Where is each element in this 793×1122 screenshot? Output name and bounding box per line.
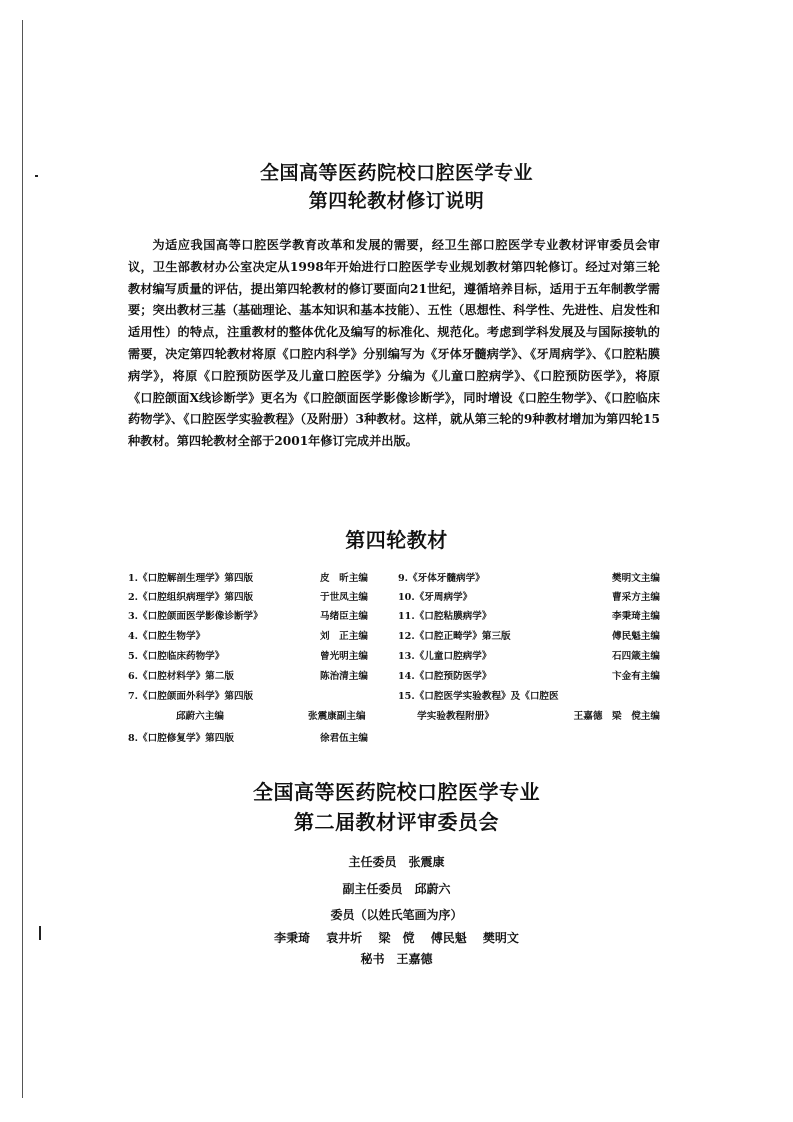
book-editor: 马绪臣主编 (320, 611, 368, 622)
book-title: 12.《口腔正畸学》第三版 (398, 631, 511, 642)
book-row (128, 589, 660, 607)
page-title-line1: 全国高等医药院校口腔医学专业 (259, 162, 533, 184)
book-row (128, 730, 660, 748)
book-title: 2.《口腔组织病理学》第四版 (128, 592, 254, 603)
book-row (128, 628, 660, 646)
book-editor: 于世凤主编 (320, 592, 368, 603)
book-row (128, 608, 660, 626)
committee-member: 傅民魁 (430, 931, 467, 945)
committee-member: 袁井圻 (326, 931, 363, 945)
book-editor: 张震康副主编 (308, 711, 366, 722)
book-title: 8.《口腔修复学》第四版 (128, 733, 234, 744)
book-editor: 樊明文主编 (612, 573, 660, 584)
book-title: 11.《口腔粘膜病学》 (398, 611, 492, 622)
book-title: 学实验教程附册》 (398, 711, 494, 722)
book-title: 7.《口腔颌面外科学》第四版 (128, 691, 254, 702)
book-title: 5.《口腔临床药物学》 (128, 651, 225, 662)
book-row (128, 570, 660, 588)
book-title: 9.《牙体牙髓病学》 (398, 573, 485, 584)
book-editor: 石四箴主编 (612, 651, 660, 662)
committee-secretary: 秘书 王嘉德 (360, 952, 433, 966)
committee-members-title: 委员（以姓氏笔画为序） (330, 908, 463, 922)
book-row (128, 648, 660, 666)
book-title: 邱蔚六主编 (128, 711, 224, 722)
intro-paragraph: 为适应我国高等口腔医学教育改革和发展的需要，经卫生部口腔医学专业教材评审委员会审议，卫生部教材办公室决定从1998年开始进行口腔医学专业规划教材第四轮修订。经过对第三轮教材编写质量的评估，提出第四轮教材的修订要面向21世纪，遵循培养目标，适用于五年制教学需要；突出教材三基（基础理论、基本知识和基本技能）、五性（思想性、科学性、先进性、启发性和适用性）的特点，注重教材的整体优化及编写的标准化、规范化。考虑到学科发展及与国际接轨的需要，决定第四轮教材将原《口腔内科学》分别编写为《牙体牙髓病学》、《牙周病学》、《口腔粘膜病学》，将原《口腔预防医学及儿童口腔医学》分编为《儿童口腔病学》、《口腔预防医学》，将原《口腔颌面X线诊断学》更名为《口腔颌面医学影像诊断学》，同时增设《口腔生物学》、《口腔临床药物学》、《口腔医学实验教程》（及附册）3种教材。这样，就从第三轮的9种教材增加为第四轮15种教材。第四轮教材全部于2001年修订完成并出版。 (128, 238, 660, 449)
book-editor: 卞金有主编 (612, 671, 660, 682)
book-title: 10.《牙周病学》 (398, 592, 473, 603)
committee-title-line2: 第二届教材评审委员会 (294, 810, 499, 834)
book-row (128, 708, 660, 726)
book-title: 6.《口腔材料学》第二版 (128, 671, 234, 682)
book-title: 1.《口腔解剖生理学》第四版 (128, 573, 254, 584)
book-title: 3.《口腔颌面医学影像诊断学》 (128, 611, 263, 622)
book-title: 15.《口腔医学实验教程》及《口腔医 (398, 691, 559, 702)
book-editor: 皮 昕主编 (320, 573, 368, 584)
book-editor: 徐君伍主编 (320, 733, 368, 744)
book-title: 4.《口腔生物学》 (128, 631, 206, 642)
committee-vice-chair: 副主任委员 邱蔚六 (342, 882, 451, 896)
book-editor: 王嘉德 梁 傥主编 (573, 711, 660, 722)
book-row (128, 668, 660, 686)
book-row (128, 688, 660, 706)
book-title: 14.《口腔预防医学》 (398, 671, 492, 682)
book-editor: 李秉琦主编 (612, 611, 660, 622)
committee-member: 樊明文 (482, 931, 519, 945)
book-editor: 刘 正主编 (320, 631, 368, 642)
book-editor: 曹采方主编 (612, 592, 660, 603)
book-editor: 陈治清主编 (320, 671, 368, 682)
book-title: 13.《儿童口腔病学》 (398, 651, 492, 662)
committee-title-line1: 全国高等医药院校口腔医学专业 (253, 780, 540, 804)
committee-members (0, 929, 793, 946)
books-heading: 第四轮教材 (345, 528, 448, 552)
committee-chair: 主任委员 张震康 (348, 855, 445, 869)
book-editor: 傅民魁主编 (612, 631, 660, 642)
page-title-line2: 第四轮教材修订说明 (308, 190, 485, 212)
committee-member: 李秉琦 (274, 931, 311, 945)
book-editor: 曾光明主编 (320, 651, 368, 662)
committee-member: 梁 傥 (378, 931, 415, 945)
